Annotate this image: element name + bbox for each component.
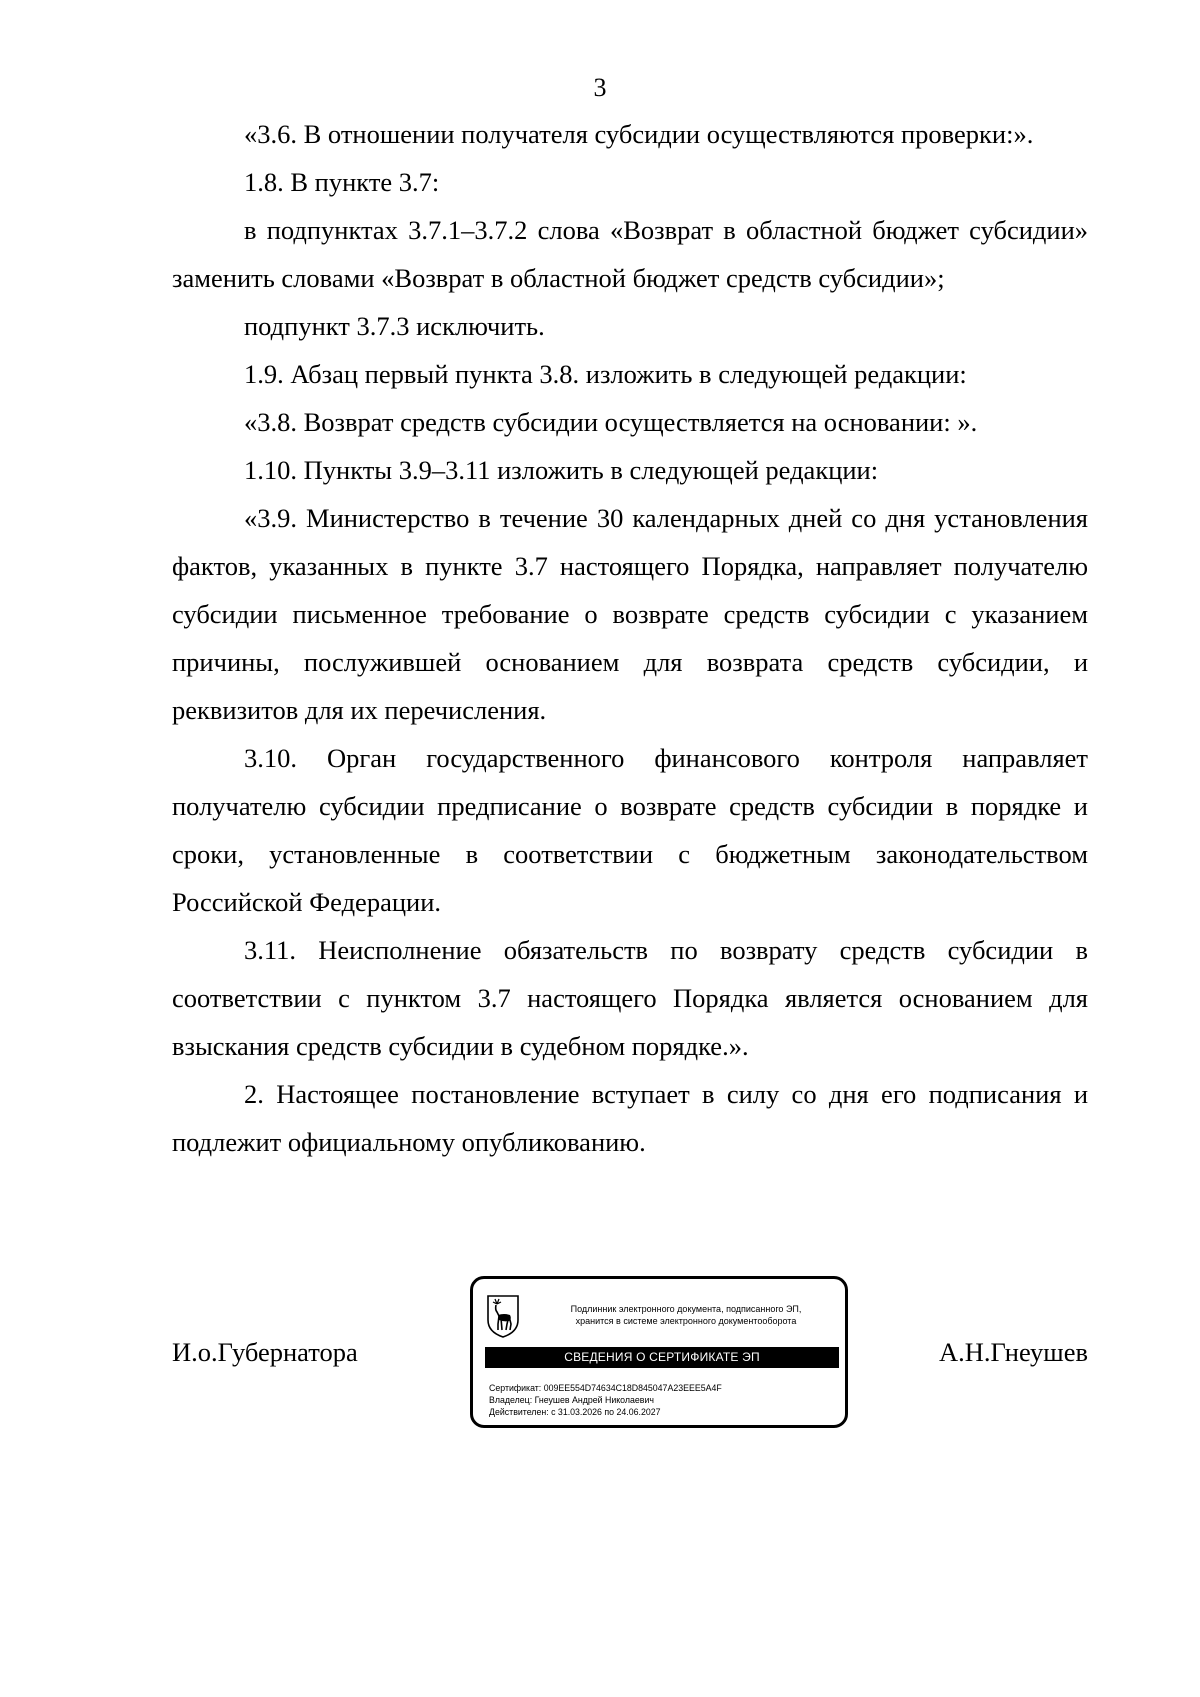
signatory-name: А.Н.Гнеушев: [938, 1337, 1088, 1367]
document-body: [172, 110, 1088, 1166]
paragraph-1-8-exclude: подпункт 3.7.3 исключить.: [244, 311, 545, 341]
paragraph-3-6: «3.6. В отношении получателя субсидии осуществляются проверки:».: [244, 119, 1034, 149]
stamp-details: [489, 1382, 722, 1418]
stamp-certificate: Сертификат: 009EE554D74634C18D845047A23EEE5A4F: [489, 1383, 722, 1393]
stamp-title: СВЕДЕНИЯ О СЕРТИФИКАТЕ ЭП: [485, 1347, 839, 1368]
stamp-owner: Владелец: Гнеушев Андрей Николаевич: [489, 1395, 654, 1405]
stamp-header: [531, 1303, 841, 1327]
page-number: 3: [593, 73, 607, 102]
paragraph-1-9: 1.9. Абзац первый пункта 3.8. изложить в следующей редакции:: [244, 359, 967, 389]
stamp-header-line-2: хранится в системе электронного документооборота: [575, 1316, 797, 1326]
paragraph-3-9: «3.9. Министерство в течение 30 календарных дней со дня установления фактов, указанных в пункте 3.7 настоящего Порядка, направляет получателю субсидии письменное требование о возврате средств субсидии с указанием причины, послужившей основанием для возврата средств субсидии, и реквизитов для их перечисления.: [172, 503, 1088, 725]
paragraph-1-8-subpoints: в подпунктах 3.7.1–3.7.2 слова «Возврат в областной бюджет субсидии» заменить словами «Возврат в областной бюджет средств субсидии»;: [172, 215, 1088, 293]
paragraph-1-10: 1.10. Пункты 3.9–3.11 изложить в следующей редакции:: [244, 455, 879, 485]
stamp-valid-period: Действителен: с 31.03.2026 по 24.06.2027: [489, 1407, 661, 1417]
deer-coat-of-arms-icon: [485, 1294, 521, 1338]
paragraph-3-11: 3.11. Неисполнение обязательств по возврату средств субсидии в соответствии с пунктом 3.7 настоящего Порядка является основанием для взыскания средств субсидии в судебном порядке.».: [172, 935, 1088, 1061]
paragraph-2: 2. Настоящее постановление вступает в силу со дня его подписания и подлежит официальному опубликованию.: [172, 1079, 1088, 1157]
paragraph-3-10: 3.10. Орган государственного финансового контроля направляет получателю субсидии предписание о возврате средств субсидии в порядке и сроки, установленные в соответствии с бюджетным законодательством Российской Федерации.: [172, 743, 1088, 917]
stamp-header-line-1: Подлинник электронного документа, подписанного ЭП,: [570, 1304, 802, 1314]
paragraph-1-8: 1.8. В пункте 3.7:: [244, 167, 440, 197]
signatory-position: И.о.Губернатора: [172, 1337, 358, 1367]
electronic-signature-stamp: [470, 1276, 848, 1428]
paragraph-3-8: «3.8. Возврат средств субсидии осуществляется на основании: ».: [244, 407, 978, 437]
